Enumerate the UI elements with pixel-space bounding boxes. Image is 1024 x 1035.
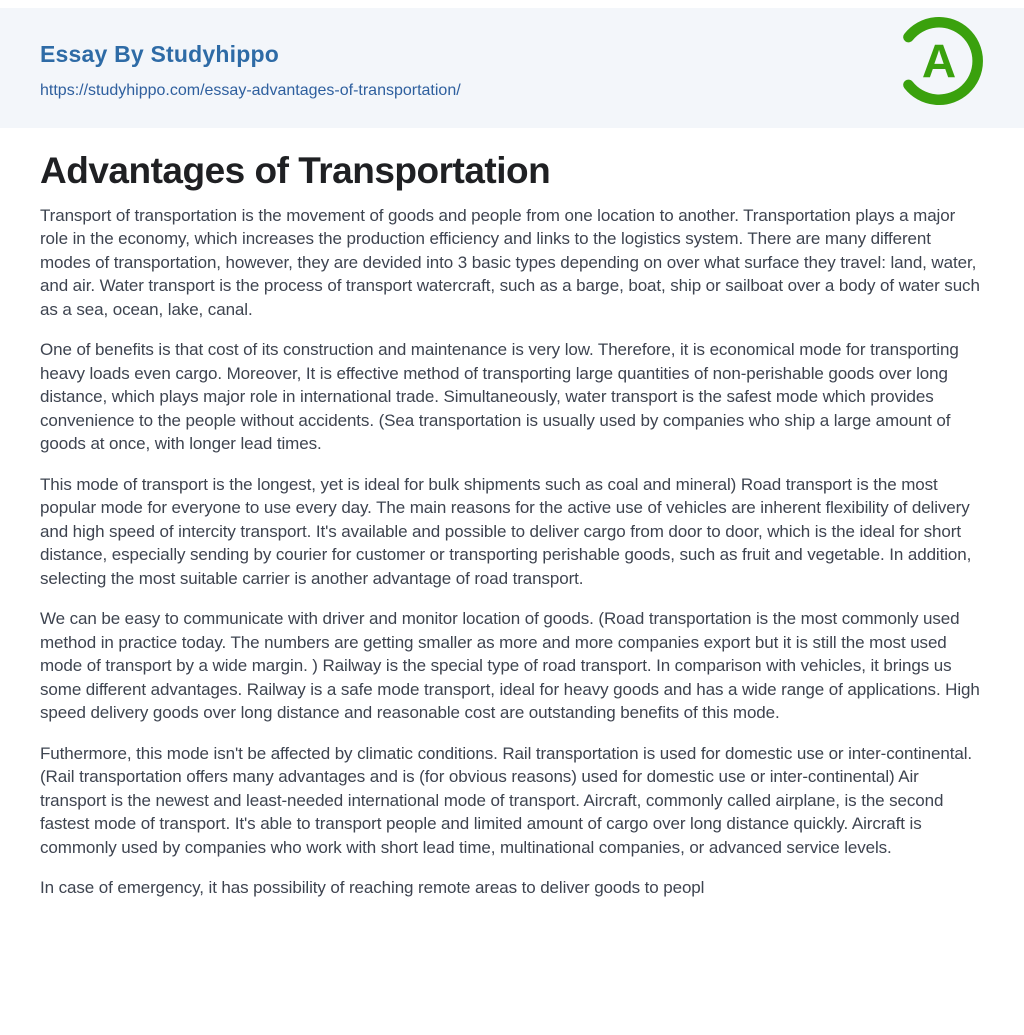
studyhippo-logo: [895, 17, 983, 105]
essay-paragraph: Transport of transportation is the movement of goods and people from one location to another. Transportation plays a major role in the economy, which increases the production efficiency and links to the logistics system. There are many different modes of transportation, however, they are devided into 3 basic types depending on over what surface they travel: land, water, and air. Water transport is the process of transport watercraft, such as a barge, boat, ship or sailboat over a body of water such as a sea, ocean, lake, canal.: [40, 205, 980, 319]
open-ring-logo-icon: [895, 17, 983, 105]
essay-paragraph: We can be easy to communicate with driver and monitor location of goods. (Road transportation is the most commonly used method in practice today. The numbers are getting smaller as more and more companies export but it is still the most used mode of transport by a wide margin. ) Railway is the special type of road transport. In comparison with vehicles, it brings us some different advantages. Railway is a safe mode transport, ideal for heavy goods and has a wide range of applications. High speed delivery goods over long distance and reasonable cost are outstanding benefits of this mode.: [40, 609, 980, 723]
header-band: [0, 8, 1024, 128]
document-body: [0, 149, 1024, 900]
essay-paragraph: Futhermore, this mode isn't be affected by climatic conditions. Rail transportation is used for domestic use or inter-continental. (Rail transportation offers many advantages and is (for obvious reasons) used for domestic use or inter-continental) Air transport is the newest and least-needed international mode of transport. Aircraft, commonly called airplane, is the second fastest mode of transport. It's able to transport people and limited amount of cargo over long distance quickly. Aircraft is commonly used by companies who work with short lead time, multinational companies, or advanced service levels.: [40, 743, 972, 857]
essay-paragraph: In case of emergency, it has possibility of reaching remote areas to deliver goods to peopl: [40, 878, 705, 898]
essay-paragraph: This mode of transport is the longest, yet is ideal for bulk shipments such as coal and mineral) Road transport is the most popular mode for everyone to use every day. The main reasons for the active use of vehicles are inherent flexibility of delivery and high speed of intercity transport. It's available and possible to deliver cargo from door to door, which is the ideal for short distance, especially sending by courier for customer or transporting perishable goods, such as fruit and vegetable. In addition, selecting the most suitable carrier is another advantage of road transport.: [40, 474, 972, 588]
source-url-link[interactable]: https://studyhippo.com/essay-advantages-of-transportation/: [40, 81, 461, 99]
essay-paragraph: One of benefits is that cost of its construction and maintenance is very low. Therefore, it is economical mode for transporting heavy loads even cargo. Moreover, It is effective method of transporting large quantities of non-perishable goods over long distance, which plays major role in international trade. Simultaneously, water transport is the safest mode which provides convenience to the people without accidents. (Sea transportation is usually used by companies who ship a large amount of goods at once, with longer lead times.: [40, 340, 959, 454]
brand-title: Essay By Studyhippo: [40, 41, 279, 67]
logo-letter: A: [921, 35, 957, 89]
header-text-block: [0, 8, 1024, 100]
page-title: Advantages of Transportation: [40, 150, 551, 191]
essay-page: [0, 8, 1024, 1035]
essay-paragraphs: [40, 204, 984, 900]
